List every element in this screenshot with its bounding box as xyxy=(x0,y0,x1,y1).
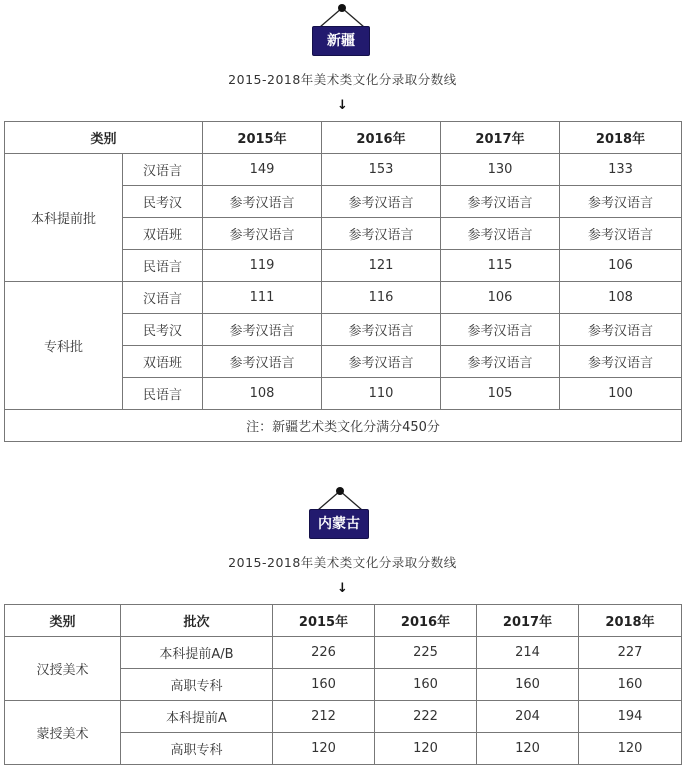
row-type: 双语班 xyxy=(123,218,203,250)
header-year: 2016年 xyxy=(375,605,477,637)
group-name: 汉授美术 xyxy=(5,637,121,701)
score-cell: 226 xyxy=(273,637,375,669)
score-cell: 参考汉语言 xyxy=(441,218,560,250)
score-cell: 222 xyxy=(375,701,477,733)
score-cell: 参考汉语言 xyxy=(203,218,322,250)
score-cell: 227 xyxy=(579,637,682,669)
region-title: 新疆 xyxy=(312,26,370,56)
score-cell: 133 xyxy=(560,154,682,186)
score-cell: 参考汉语言 xyxy=(441,346,560,378)
row-type: 汉语言 xyxy=(123,154,203,186)
header-year: 2017年 xyxy=(441,122,560,154)
score-cell: 参考汉语言 xyxy=(560,186,682,218)
score-cell: 194 xyxy=(579,701,682,733)
score-cell: 106 xyxy=(441,282,560,314)
score-cell: 160 xyxy=(273,669,375,701)
score-cell: 106 xyxy=(560,250,682,282)
score-cell: 121 xyxy=(322,250,441,282)
table-header-row xyxy=(5,605,682,637)
score-cell: 149 xyxy=(203,154,322,186)
row-type: 民考汉 xyxy=(123,186,203,218)
pin-icon xyxy=(336,487,344,495)
score-cell: 参考汉语言 xyxy=(322,314,441,346)
score-cell: 120 xyxy=(579,733,682,765)
row-type: 汉语言 xyxy=(123,282,203,314)
score-cell: 参考汉语言 xyxy=(322,218,441,250)
score-cell: 120 xyxy=(273,733,375,765)
score-cell: 116 xyxy=(322,282,441,314)
score-cell: 119 xyxy=(203,250,322,282)
row-type: 民考汉 xyxy=(123,314,203,346)
score-cell: 110 xyxy=(322,378,441,410)
group-name: 蒙授美术 xyxy=(5,701,121,765)
header-category: 类别 xyxy=(5,605,121,637)
neimenggu-score-table xyxy=(4,604,682,765)
score-cell: 130 xyxy=(441,154,560,186)
score-cell: 225 xyxy=(375,637,477,669)
score-cell: 参考汉语言 xyxy=(322,186,441,218)
score-cell: 214 xyxy=(477,637,579,669)
score-cell: 参考汉语言 xyxy=(560,346,682,378)
score-cell: 参考汉语言 xyxy=(441,314,560,346)
row-type: 民语言 xyxy=(123,378,203,410)
score-cell: 120 xyxy=(477,733,579,765)
table-note-row xyxy=(5,410,682,442)
score-cell: 153 xyxy=(322,154,441,186)
row-batch: 本科提前A/B xyxy=(121,637,273,669)
row-batch: 高职专科 xyxy=(121,669,273,701)
group-name: 专科批 xyxy=(5,282,123,410)
score-cell: 参考汉语言 xyxy=(441,186,560,218)
header-year: 2018年 xyxy=(579,605,682,637)
row-batch: 高职专科 xyxy=(121,733,273,765)
section-subtitle: 2015-2018年美术类文化分录取分数线 xyxy=(228,72,457,87)
section-subtitle: 2015-2018年美术类文化分录取分数线 xyxy=(228,555,457,570)
header-category: 类别 xyxy=(5,122,203,154)
table-row xyxy=(5,701,682,733)
header-year: 2017年 xyxy=(477,605,579,637)
header-year: 2016年 xyxy=(322,122,441,154)
region-title: 内蒙古 xyxy=(309,509,369,539)
score-cell: 105 xyxy=(441,378,560,410)
header-year: 2015年 xyxy=(273,605,375,637)
header-batch: 批次 xyxy=(121,605,273,637)
region-sign-neimenggu xyxy=(310,487,370,547)
score-cell: 参考汉语言 xyxy=(203,186,322,218)
row-type: 双语班 xyxy=(123,346,203,378)
table-row xyxy=(5,637,682,669)
score-cell: 108 xyxy=(560,282,682,314)
score-cell: 160 xyxy=(579,669,682,701)
score-cell: 108 xyxy=(203,378,322,410)
score-cell: 100 xyxy=(560,378,682,410)
score-cell: 参考汉语言 xyxy=(203,346,322,378)
score-cell: 160 xyxy=(477,669,579,701)
group-name: 本科提前批 xyxy=(5,154,123,282)
score-cell: 参考汉语言 xyxy=(560,218,682,250)
score-cell: 参考汉语言 xyxy=(560,314,682,346)
pin-icon xyxy=(338,4,346,12)
score-cell: 参考汉语言 xyxy=(322,346,441,378)
header-year: 2018年 xyxy=(560,122,682,154)
score-cell: 111 xyxy=(203,282,322,314)
table-note: 注：新疆艺术类文化分满分450分 xyxy=(5,410,682,442)
score-cell: 参考汉语言 xyxy=(203,314,322,346)
score-cell: 120 xyxy=(375,733,477,765)
down-arrow-icon: ↓ xyxy=(337,581,348,596)
table-row xyxy=(5,282,682,314)
down-arrow-icon: ↓ xyxy=(337,98,348,113)
header-year: 2015年 xyxy=(203,122,322,154)
score-cell: 115 xyxy=(441,250,560,282)
region-sign-xinjiang xyxy=(312,4,372,64)
row-batch: 本科提前A xyxy=(121,701,273,733)
xinjiang-score-table xyxy=(4,121,682,442)
score-cell: 160 xyxy=(375,669,477,701)
score-cell: 204 xyxy=(477,701,579,733)
row-type: 民语言 xyxy=(123,250,203,282)
table-header-row xyxy=(5,122,682,154)
score-cell: 212 xyxy=(273,701,375,733)
table-row xyxy=(5,154,682,186)
